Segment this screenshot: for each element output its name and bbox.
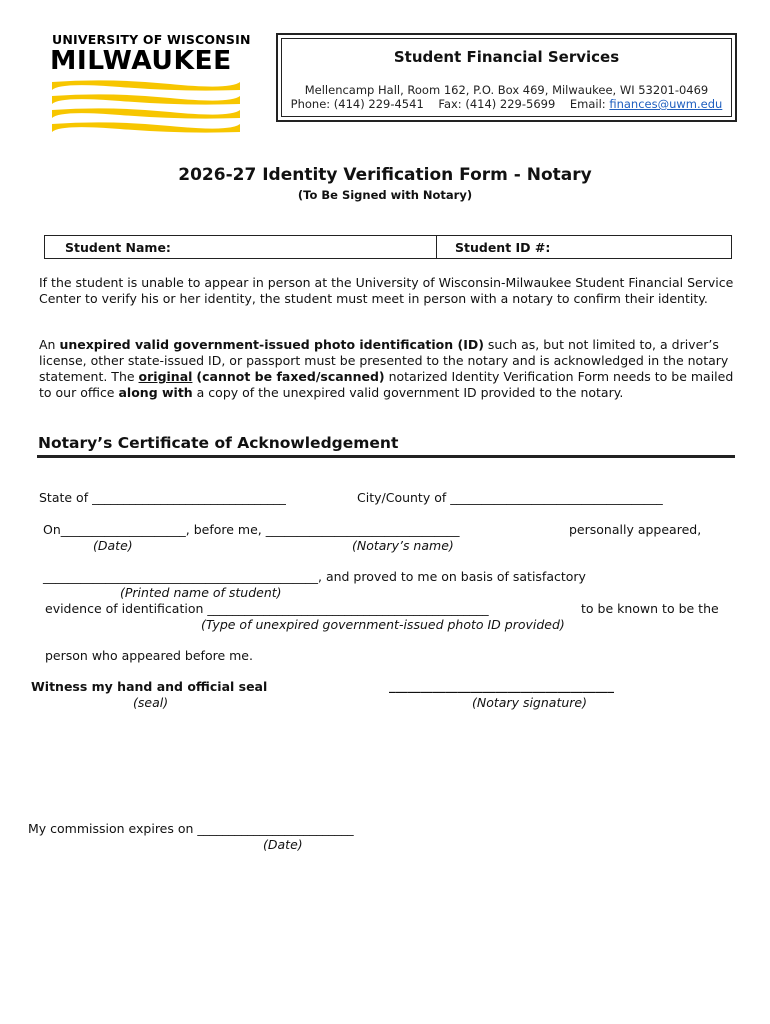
on-date-notary-line: On____________________, before me, _______________________________ [43,522,460,537]
id-requirement-paragraph [39,337,739,401]
id-type-caption: (Type of unexpired government-issued photo ID provided) [201,617,565,632]
p2-original: original [138,369,193,384]
logo-stripes-icon [50,78,242,138]
student-id-label: Student ID #: [455,240,551,255]
student-name-label: Student Name: [65,240,171,255]
student-info-box [44,235,732,259]
seal-caption: (seal) [133,695,169,710]
form-title: 2026-27 Identity Verification Form - Notary [178,165,592,185]
notary-name-caption: (Notary’s name) [352,538,454,553]
office-fax: Fax: (414) 229-5699 [438,97,556,111]
state-field: State of _______________________________ [39,490,286,505]
printed-name-caption: (Printed name of student) [120,585,282,600]
notary-signature-caption: (Notary signature) [472,695,587,710]
date-caption: (Date) [93,538,133,553]
notary-signature-line: ____________________________________ [389,678,614,693]
office-address: Mellencamp Hall, Room 162, P.O. Box 469, Milwaukee, WI 53201-0469 [304,83,709,97]
person-appeared: person who appeared before me. [45,648,253,663]
evidence-line: evidence of identification _____________________________________________ [45,601,489,616]
form-subtitle: (To Be Signed with Notary) [297,188,473,202]
personally-appeared: personally appeared, [569,522,702,537]
p2-text-b: such as, but not limited to, a driver’s license, other state-issued ID, or passport must be presented to the notary and is acknowledged in the notary statement. The [39,337,729,384]
to-be-known: to be known to be the [581,601,719,616]
commission-date-caption: (Date) [263,837,303,852]
office-contacts [282,97,731,111]
contact-box [276,33,737,122]
p2-text-d: a copy of the unexpired valid government ID provided to the notary. [192,385,624,400]
office-phone: Phone: (414) 229-4541 [290,97,424,111]
city-county-field: City/County of __________________________________ [357,490,663,505]
intro-paragraph: If the student is unable to appear in person at the University of Wisconsin-Milwaukee Student Financial Service Center to verify his or her identity, the student must meet in person with a notary to confirm their identity. [39,275,734,306]
office-title: Student Financial Services [393,48,620,66]
p2-text-c: notarized Identity Verification Form needs to be mailed to our office [39,369,734,400]
p2-text-a: An [39,337,60,352]
logo-milwaukee-text: MILWAUKEE [50,46,232,76]
certificate-rule [37,455,735,458]
p2-bold-id: unexpired valid government-issued photo identification (ID) [59,337,484,352]
p2-bold-nofax: (cannot be faxed/scanned) [196,369,385,384]
logo-university-text: UNIVERSITY OF WISCONSIN [52,32,251,47]
email-link[interactable]: finances@uwm.edu [609,97,723,111]
certificate-heading: Notary’s Certificate of Acknowledgement [38,434,399,452]
commission-line: My commission expires on _________________________ [28,821,354,836]
uwm-logo [50,32,251,108]
witness-label: Witness my hand and official seal [31,679,268,694]
p2-bold-alongwith: along with [118,385,193,400]
student-info-divider [436,236,437,258]
printed-name-line: ____________________________________________, and proved to me on basis of satisfactory [43,569,586,584]
email-label: Email: [569,97,606,111]
